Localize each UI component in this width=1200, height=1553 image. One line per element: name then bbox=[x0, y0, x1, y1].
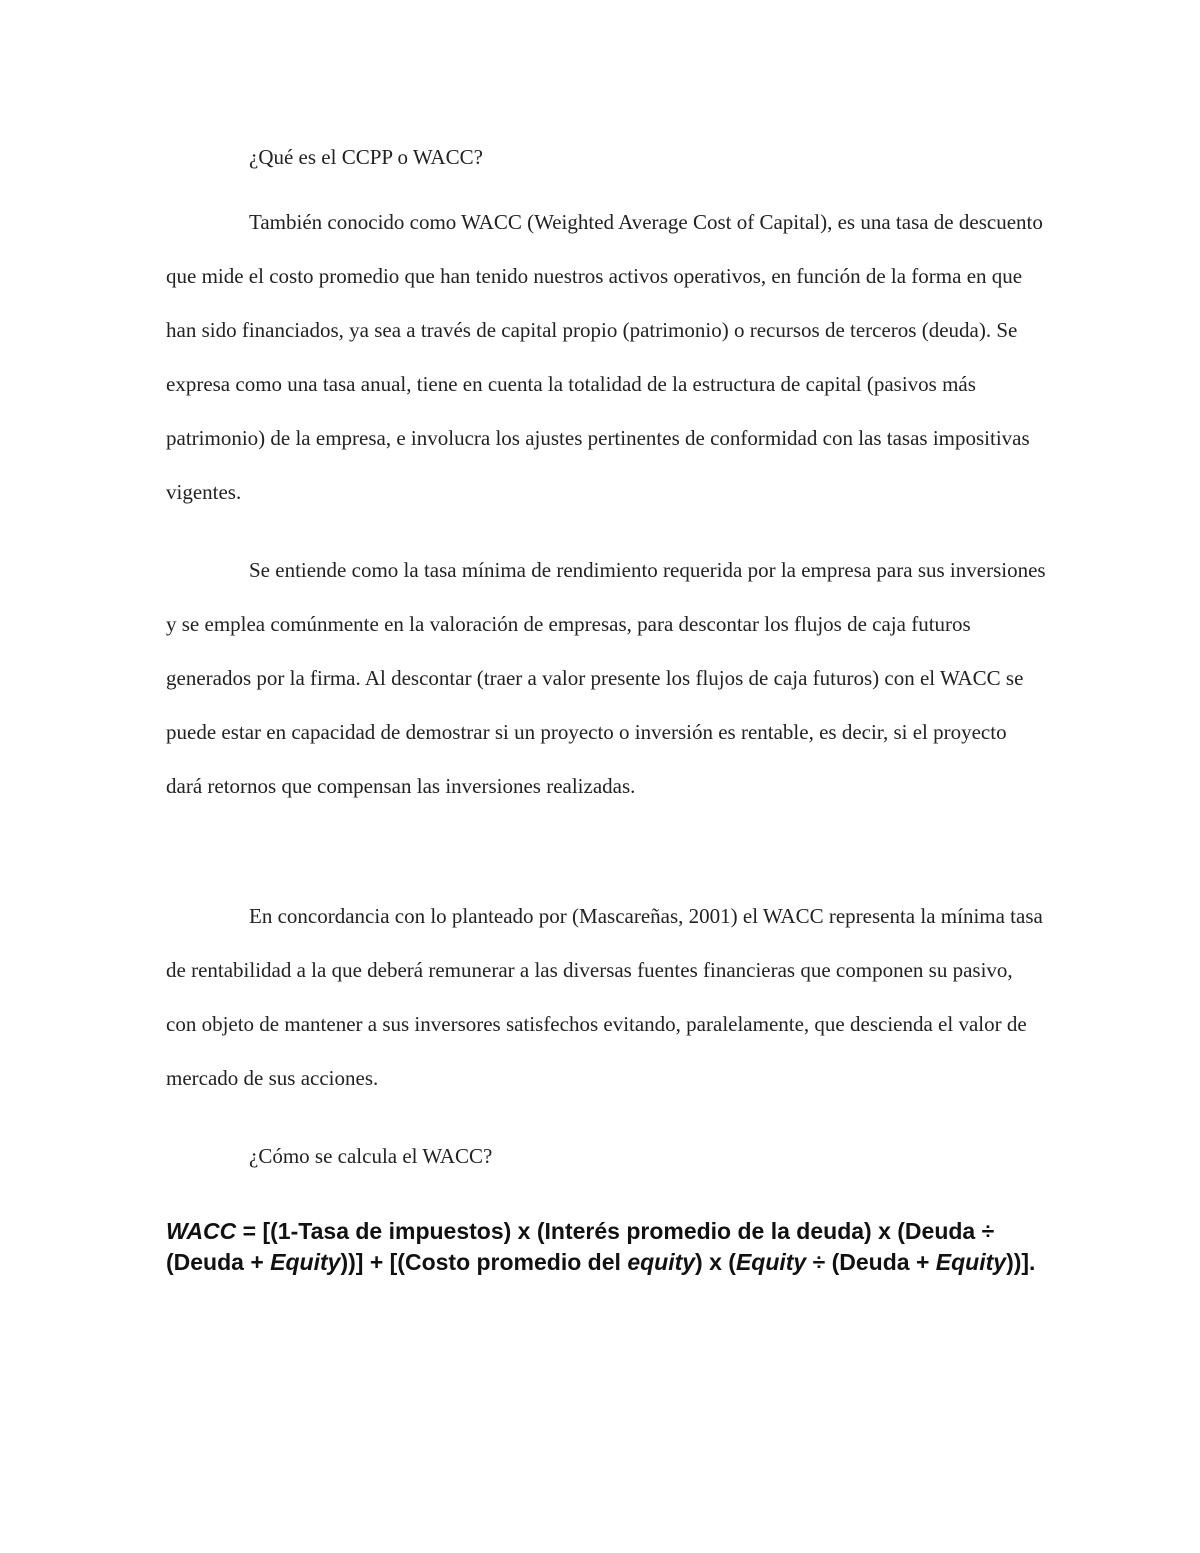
paragraph-minimum-rate: Se entiende como la tasa mínima de rendimiento requerida por la empresa para sus inversiones y se emplea comúnmente en la valoración de empresas, para descontar los flujos de caja futuros generados por la firma. Al descontar (traer a valor presente los flujos de caja futuros) con el WACC se puede estar en capacidad de demostrar si un proyecto o inversión es rentable, es decir, si el proyecto dará retornos que compensan las inversiones realizadas. bbox=[166, 558, 1046, 798]
section-heading-how-to-calculate: ¿Cómo se calcula el WACC? bbox=[249, 1144, 493, 1168]
formula-equity-term: equity bbox=[627, 1249, 696, 1275]
wacc-formula bbox=[166, 1216, 1046, 1278]
formula-part: ) x ( bbox=[695, 1249, 736, 1275]
formula-part: ))]. bbox=[1006, 1249, 1036, 1275]
formula-wacc-term: WACC bbox=[166, 1218, 237, 1244]
formula-equity-term: Equity bbox=[735, 1249, 807, 1275]
paragraph-mascarenas: En concordancia con lo planteado por (Mascareñas, 2001) el WACC representa la mínima tasa de rentabilidad a la que deberá remunerar a las diversas fuentes financieras que componen su pasivo, con objeto de mantener a sus inversores satisfechos evitando, paralelamente, que descienda el valor de mercado de sus acciones. bbox=[166, 904, 1043, 1090]
formula-part: ÷ (Deuda + bbox=[806, 1249, 936, 1275]
formula-equity-term: Equity bbox=[935, 1249, 1007, 1275]
formula-part: = [(1-Tasa de impuestos) x (Interés promedio de la deuda) x (Deuda ÷ (Deuda + bbox=[166, 1218, 995, 1275]
paragraph-definition: También conocido como WACC (Weighted Average Cost of Capital), es una tasa de descuento que mide el costo promedio que han tenido nuestros activos operativos, en función de la forma en que han sido financiados, ya sea a través de capital propio (patrimonio) o recursos de terceros (deuda). Se expresa como una tasa anual, tiene en cuenta la totalidad de la estructura de capital (pasivos más patrimonio) de la empresa, e involucra los ajustes pertinentes de conformidad con las tasas impositivas vigentes. bbox=[166, 210, 1043, 504]
formula-part: ))] + [(Costo promedio del bbox=[340, 1249, 628, 1275]
formula-equity-term: Equity bbox=[270, 1249, 341, 1275]
section-heading-what-is-wacc: ¿Qué es el CCPP o WACC? bbox=[249, 145, 483, 169]
